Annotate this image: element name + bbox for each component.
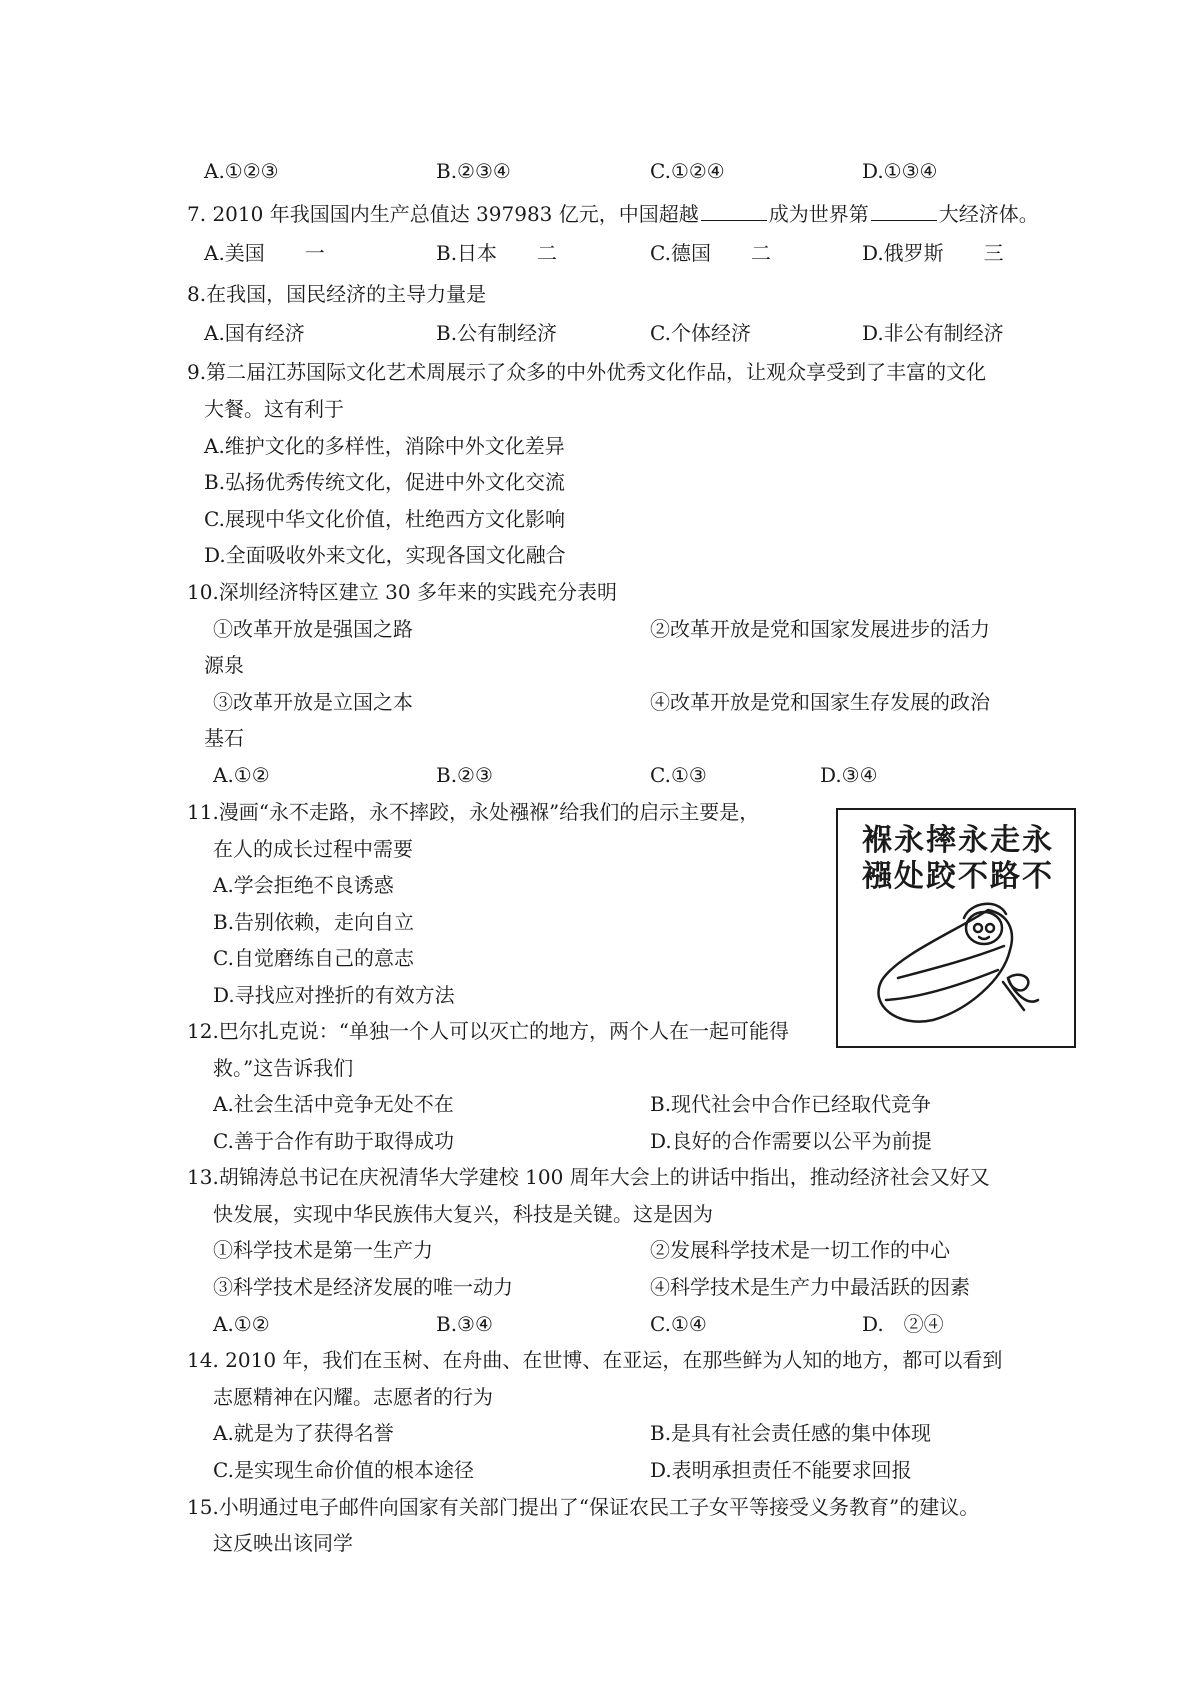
- q7-option-d: D.俄罗斯 三: [862, 241, 1004, 265]
- q7-stem-part1: 7. 2010 年我国国内生产总值达 397983 亿元，中国超越: [187, 202, 699, 226]
- q10-statement-3: ③改革开放是立国之本: [213, 690, 413, 714]
- q7-option-c: C.德国 二: [650, 241, 771, 265]
- q14-option-d: D.表明承担责任不能要求回报: [650, 1458, 912, 1482]
- q10-statement-1: ①改革开放是强国之路: [213, 617, 413, 641]
- q9-option-d: D.全面吸收外来文化，实现各国文化融合: [204, 543, 566, 567]
- q7-blank-2: [871, 202, 937, 221]
- q10-option-b: B.②③: [436, 763, 493, 787]
- q10-stem: 10.深圳经济特区建立 30 多年来的实践充分表明: [187, 580, 617, 604]
- q10-statement-4-cont: 基石: [204, 726, 244, 750]
- q13-option-c: C.①④: [650, 1312, 707, 1336]
- q12-option-d: D.良好的合作需要以公平为前提: [650, 1129, 932, 1153]
- q8-option-d: D.非公有制经济: [862, 321, 1004, 345]
- q12-stem-line1: 12.巴尔扎克说：“单独一个人可以灭亡的地方，两个人在一起可能得: [187, 1019, 790, 1043]
- q6-option-c: C.①②④: [650, 159, 725, 183]
- q15-stem-line2: 这反映出该同学: [213, 1531, 353, 1555]
- q13-statement-2: ②发展科学技术是一切工作的中心: [650, 1238, 950, 1262]
- q10-statement-2: ②改革开放是党和国家发展进步的活力: [650, 617, 990, 641]
- q13-statement-1: ①科学技术是第一生产力: [213, 1238, 433, 1262]
- q11-stem-line1: 11.漫画“永不走路，永不摔跤，永处襁褓”给我们的启示主要是，: [187, 800, 760, 824]
- q10-statement-4: ④改革开放是党和国家生存发展的政治: [650, 690, 990, 714]
- q11-option-c: C.自觉磨练自己的意志: [213, 946, 414, 970]
- q7-stem-part3: 大经济体。: [938, 202, 1039, 226]
- q10-option-a: A.①②: [213, 763, 270, 787]
- q14-stem-line1: 14. 2010 年，我们在玉树、在舟曲、在世博、在亚运，在那些鲜为人知的地方，都可以看到: [187, 1348, 1003, 1372]
- q7-option-a: A.美国 一: [204, 241, 325, 265]
- q8-option-b: B.公有制经济: [436, 321, 558, 345]
- cartoon-image: [836, 808, 1076, 1048]
- q10-option-c: C.①③: [650, 763, 707, 787]
- q14-stem-line2: 志愿精神在闪耀。志愿者的行为: [213, 1385, 493, 1409]
- cartoon-caption-line1: 褓永摔永走永: [862, 823, 1054, 858]
- q12-option-a: A.社会生活中竞争无处不在: [213, 1092, 454, 1116]
- q13-option-a: A.①②: [213, 1312, 270, 1336]
- q7-stem-part2: 成为世界第: [768, 202, 869, 226]
- q13-statement-3: ③科学技术是经济发展的唯一动力: [213, 1275, 513, 1299]
- q8-stem: 8.在我国，国民经济的主导力量是: [187, 282, 487, 306]
- q9-option-b: B.弘扬优秀传统文化，促进中外文化交流: [204, 470, 566, 494]
- q10-option-d: D.③④: [820, 763, 878, 787]
- q12-option-b: B.现代社会中合作已经取代竞争: [650, 1092, 932, 1116]
- q13-option-b: B.③④: [436, 1312, 493, 1336]
- q9-option-c: C.展现中华文化价值，杜绝西方文化影响: [204, 507, 565, 531]
- q8-option-a: A.国有经济: [204, 321, 305, 345]
- q7-stem: [187, 201, 1039, 227]
- q11-option-a: A.学会拒绝不良诱惑: [213, 873, 394, 897]
- q11-stem-line2: 在人的成长过程中需要: [213, 837, 413, 861]
- q11-option-b: B.告别依赖，走向自立: [213, 910, 415, 934]
- q9-option-a: A.维护文化的多样性，消除中外文化差异: [204, 434, 565, 458]
- q12-option-c: C.善于合作有助于取得成功: [213, 1129, 454, 1153]
- q13-stem-line1: 13.胡锦涛总书记在庆祝清华大学建校 100 周年大会上的讲话中指出，推动经济社会又好又: [187, 1165, 990, 1189]
- q6-option-d: D.①③④: [862, 159, 938, 183]
- q7-option-b: B.日本 二: [436, 241, 558, 265]
- q9-stem-line2: 大餐。这有利于: [204, 397, 344, 421]
- q12-stem-line2: 救。”这告诉我们: [213, 1056, 354, 1080]
- q15-stem-line1: 15.小明通过电子邮件向国家有关部门提出了“保证农民工子女平等接受义务教育”的建议。: [187, 1495, 980, 1519]
- q11-option-d: D.寻找应对挫折的有效方法: [213, 983, 455, 1007]
- q6-option-a: A.①②③: [204, 159, 279, 183]
- q6-option-b: B.②③④: [436, 159, 511, 183]
- cartoon-caption-line2: 襁处跤不路不: [862, 859, 1054, 894]
- q13-statement-4: ④科学技术是生产力中最活跃的因素: [650, 1275, 970, 1299]
- q8-option-c: C.个体经济: [650, 321, 751, 345]
- q9-stem-line1: 9.第二届江苏国际文化艺术周展示了众多的中外优秀文化作品，让观众享受到了丰富的文化: [187, 360, 987, 384]
- q14-option-c: C.是实现生命价值的根本途径: [213, 1458, 474, 1482]
- q7-blank-1: [701, 202, 767, 221]
- q14-option-b: B.是具有社会责任感的集中体现: [650, 1421, 932, 1445]
- q13-stem-line2: 快发展，实现中华民族伟大复兴，科技是关键。这是因为: [213, 1202, 713, 1226]
- q14-option-a: A.就是为了获得名誉: [213, 1421, 394, 1445]
- q13-option-d: D. ②④: [862, 1312, 944, 1336]
- swaddled-baby-drawing: [838, 810, 1074, 1046]
- q10-statement-2-cont: 源泉: [204, 653, 244, 677]
